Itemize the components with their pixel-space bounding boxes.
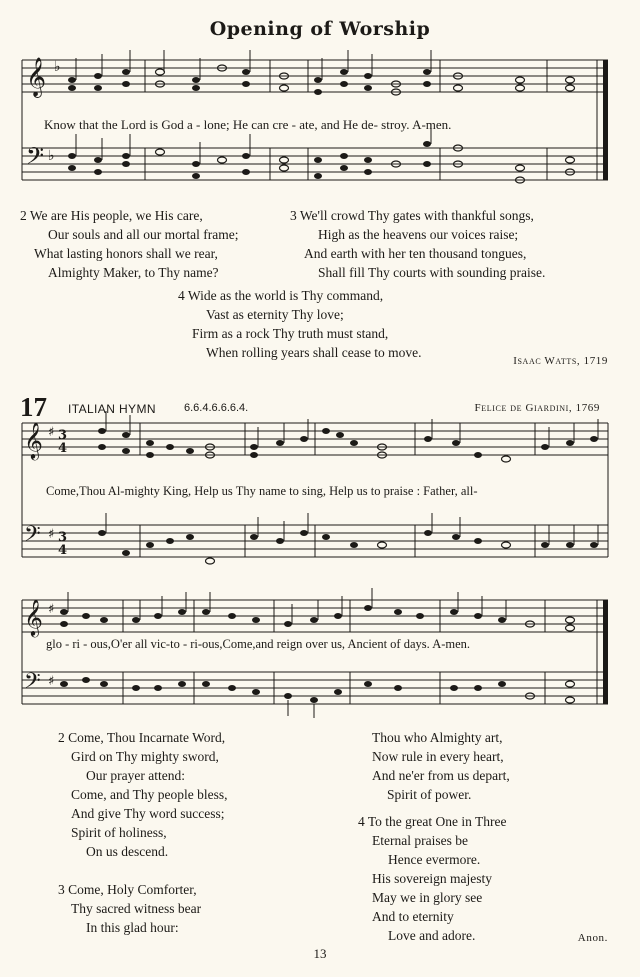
hymn-b-verse-2-continued (372, 728, 510, 804)
svg-text:𝄞: 𝄞 (24, 421, 43, 459)
svg-text:♯: ♯ (48, 527, 55, 542)
verse-line: Now rule in every heart, (372, 749, 504, 764)
verse-line: What lasting honors shall we rear, (34, 246, 218, 261)
hymn-a-author: Isaac Watts, 1719 (513, 355, 608, 367)
verse-line: Spirit of holiness, (71, 825, 167, 840)
verse-line: Our souls and all our mortal frame; (48, 227, 239, 242)
tune-name: ITALIAN HYMN (68, 402, 156, 416)
verse-line: 2 We are His people, we His care, (20, 208, 203, 223)
hymn-b-verse-2 (58, 728, 227, 861)
svg-text:♭: ♭ (48, 148, 55, 164)
svg-text:4: 4 (58, 543, 68, 558)
verse-line: 4 To the great One in Three (358, 814, 507, 829)
verse-line: Vast as eternity Thy love; (206, 307, 344, 322)
hymn-b-lyric-line-2: glo - ri - ous,O'er all vic-to - ri-ous,Come,and reign over us, Ancient of days. A-men. (46, 637, 471, 651)
verse-line: High as the heavens our voices raise; (318, 227, 519, 242)
verse-line: Firm as a rock Thy truth must stand, (192, 326, 389, 341)
svg-text:♯: ♯ (48, 602, 55, 617)
svg-text:𝄢: 𝄢 (26, 142, 45, 175)
hymn-number: 17 (20, 392, 47, 422)
verse-line: And earth with her ten thousand tongues, (304, 246, 527, 261)
hymn-b-author: Anon. (577, 932, 608, 944)
svg-text:♭: ♭ (54, 59, 61, 75)
verse-line: Eternal praises be (372, 833, 468, 848)
svg-text:♯: ♯ (48, 425, 55, 440)
meter: 6.6.4.6.6.6.4. (184, 402, 249, 414)
verse-line: In this glad hour: (86, 920, 179, 935)
hymn-b-verse-4 (358, 812, 507, 945)
verse-line: On us descend. (86, 844, 169, 859)
verse-line: Love and adore. (388, 928, 476, 943)
verse-line: Thou who Almighty art, (372, 730, 503, 745)
svg-text:3: 3 (58, 530, 68, 545)
verse-line: His sovereign majesty (372, 871, 492, 886)
svg-text:4: 4 (58, 441, 68, 456)
hymn-b-verse-3 (58, 880, 201, 937)
verse-line: Gird on Thy mighty sword, (71, 749, 219, 764)
verse-line: Our prayer attend: (86, 768, 185, 783)
verse-line: Hence evermore. (388, 852, 481, 867)
verse-line: Spirit of power. (387, 787, 472, 802)
verse-line: Come, and Thy people bless, (71, 787, 228, 802)
verse-line: Almighty Maker, to Thy name? (48, 265, 219, 280)
verse-line: May we in glory see (372, 890, 483, 905)
verse-line: 3 We'll crowd Thy gates with thankful songs, (290, 208, 534, 223)
svg-text:𝄞: 𝄞 (24, 598, 43, 636)
verse-line: When rolling years shall cease to move. (206, 345, 422, 360)
composer: Felice de Giardini, 1769 (474, 402, 600, 414)
hymn-a-lyric-line: Know that the Lord is God a - lone; He can cre - ate, and He de- stroy. A-men. (44, 117, 452, 132)
page-title: Opening of Worship (209, 18, 431, 40)
hymn-b-lyric-line-1: Come,Thou Al-mighty King, Help us Thy name to sing, Help us to praise : Father, all- (46, 484, 478, 498)
svg-text:3: 3 (58, 428, 68, 443)
verse-line: And ne'er from us depart, (372, 768, 510, 783)
verse-line: 3 Come, Holy Comforter, (58, 882, 197, 897)
svg-text:♯: ♯ (48, 674, 55, 689)
verse-line: And give Thy word success; (71, 806, 225, 821)
verse-line: And to eternity (372, 909, 454, 924)
svg-text:𝄢: 𝄢 (24, 669, 41, 699)
verse-line: Shall fill Thy courts with sounding praise. (318, 265, 546, 280)
page-number: 13 (313, 946, 327, 961)
verse-line: 4 Wide as the world is Thy command, (178, 288, 384, 303)
svg-text:𝄢: 𝄢 (24, 522, 41, 552)
verse-line: Thy sacred witness bear (71, 901, 202, 916)
verse-line: 2 Come, Thou Incarnate Word, (58, 730, 226, 745)
svg-text:𝄞: 𝄞 (26, 57, 47, 97)
